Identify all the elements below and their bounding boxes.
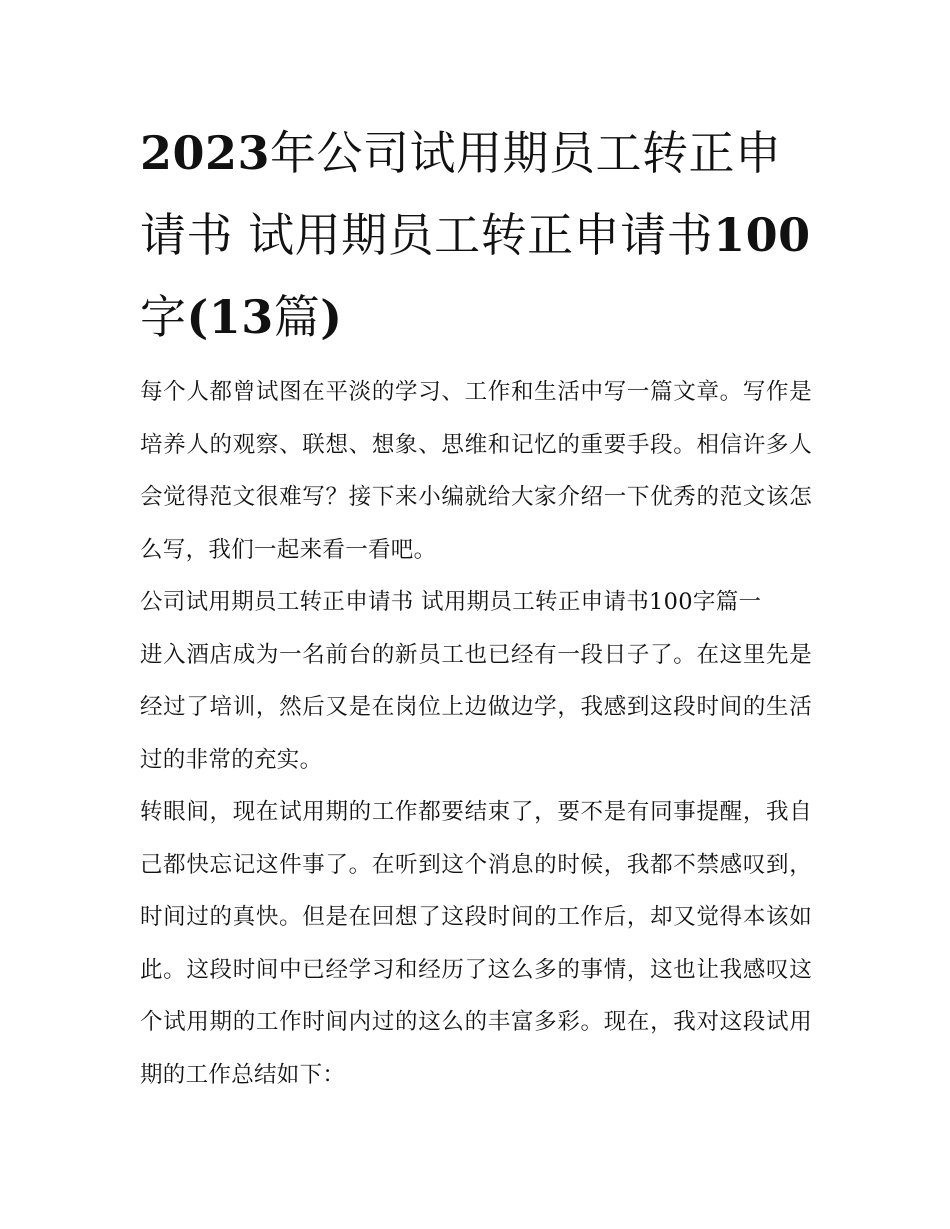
intro-paragraph: 每个人都曾试图在平淡的学习、工作和生活中写一篇文章。写作是培养人的观察、联想、想象、思维和记忆的重要手段。相信许多人会觉得范文很难写？接下来小编就给大家介绍一下优秀的范文该怎么写，我们一起来看一看吧。 — [140, 379, 812, 563]
document-page — [140, 112, 812, 1101]
document-title: 2023年公司试用期员工转正申请书 试用期员工转正申请书100字(13篇) — [140, 126, 811, 344]
section-heading: 公司试用期员工转正申请书 试用期员工转正申请书100字篇一 — [140, 589, 762, 615]
document-body — [140, 366, 812, 1101]
body-paragraph: 进入酒店成为一名前台的新员工也已经有一段日子了。在这里先是经过了培训，然后又是在岗位上边做边学，我感到这段时间的生活过的非常的充实。 — [140, 641, 812, 773]
body-paragraph: 转眼间，现在试用期的工作都要结束了，要不是有同事提醒，我自己都快忘记这件事了。在听到这个消息的时候，我都不禁感叹到，时间过的真快。但是在回想了这段时间的工作后，却又觉得本该如此。这段时间中已经学习和经历了这么多的事情，这也让我感叹这个试用期的工作时间内过的这么的丰富多彩。现在，我对这段试用期的工作总结如下： — [140, 799, 812, 1088]
